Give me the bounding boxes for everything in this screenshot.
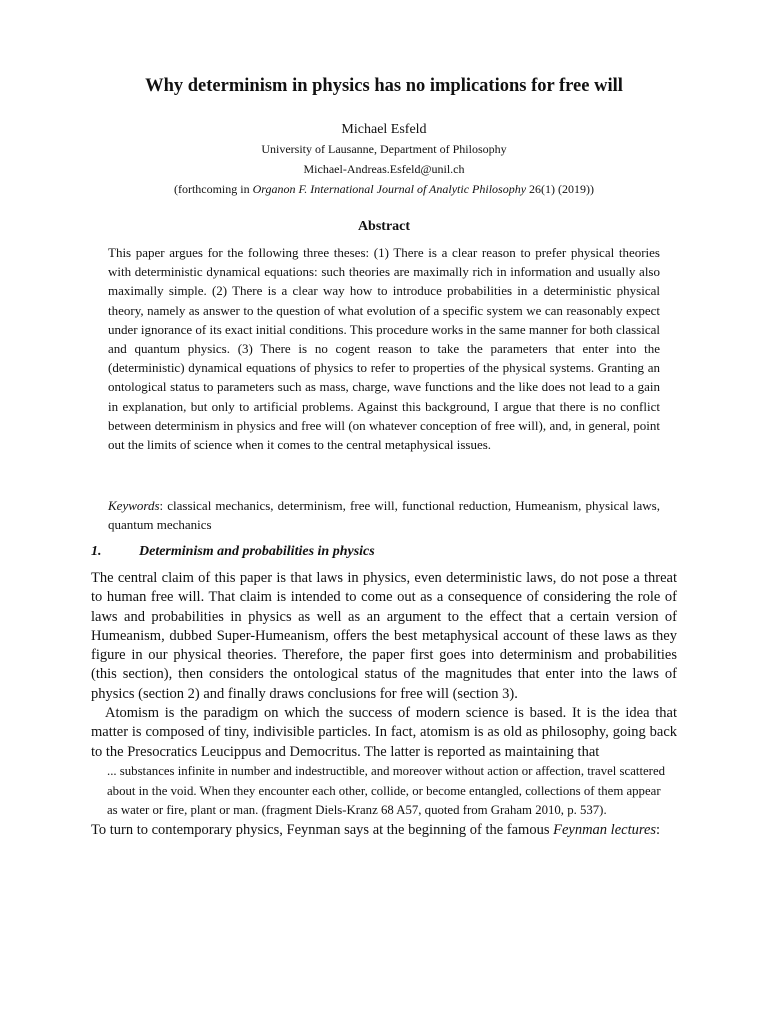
author-affiliation: University of Lausanne, Department of Philosophy [261,142,507,156]
block-quote: ... substances infinite in number and indestructible, and moreover without action or affection, travel scattered about in the void. When they encounter each other, collide, or become entangled, collections of them appear as water or fire, plant or man. (fragment Diels-Kranz 68 A57, quoted from Graham 2010, p. 537). [107,763,666,818]
body-text [91,569,677,840]
keywords [108,496,660,534]
author-block [0,121,768,199]
body-paragraph-1: The central claim of this paper is that laws in physics, even deterministic laws, do not pose a threat to human free will. That claim is intended to come out as a consequence of considering the role of laws and probabilities in physics as well as an argument to the effect that a certain version of Humeanism, dubbed Super-Humeanism, offers the best metaphysical account of these laws as they figure in our physical theories. Therefore, the paper first goes into determinism and probabilities (this section), then considers the ontological status of the magnitudes that enter into the laws of physics (section 2) and finally draws conclusions for free will (section 3). [91,570,677,702]
body-paragraph-3-suffix: : [656,821,661,838]
publication-note-prefix: (forthcoming in [173,182,253,196]
keywords-label: Keywords [108,498,160,513]
author-email: Michael-Andreas.Esfeld@unil.ch [303,162,465,176]
section-title: Determinism and probabilities in physics [139,544,375,559]
feynman-lectures-title: Feynman lectures [553,821,657,838]
keywords-text: : classical mechanics, determinism, free will, functional reduction, Humeanism, physical laws, quantum mechanics [108,498,660,533]
paper-title: Why determinism in physics has no implications for free will [145,76,623,96]
body-paragraph-2: Atomism is the paradigm on which the success of modern science is based. It is the idea that matter is composed of tiny, indivisible particles. In fact, atomism is as old as philosophy, going back to the Presocratics Leucippus and Democritus. The latter is reported as maintaining that [91,705,677,760]
author-name: Michael Esfeld [341,122,427,137]
section-heading [91,544,375,560]
body-paragraph-3-prefix: To turn to contemporary physics, Feynman says at the beginning of the famous [91,821,554,838]
abstract-text: This paper argues for the following three theses: (1) There is a clear reason to prefer physical theories with deterministic dynamical equations: such theories are maximally rich in information and usually also maximally simple. (2) There is a clear way how to introduce probabilities in a deterministic physical theory, namely as answer to the question of what evolution of a specific system we can reasonably expect under ignorance of its exact initial conditions. This procedure works in the same manner for both classical and quantum physics. (3) There is no cogent reason to take the parameters that enter into the (deterministic) dynamical equations of physics to refer to properties of the physical systems. Granting an ontological status to parameters such as mass, charge, wave functions and the like does not lead to a gain in explanation, but only to artificial problems. Against this background, I argue that there is no conflict between determinism in physics and free will (on whatever conception of free will), and, in general, point out the limits of science when it comes to the central metaphysical issues. [108,245,660,453]
abstract-heading: Abstract [357,219,411,234]
section-number: 1. [91,544,102,559]
body-paragraph-3 [91,821,677,840]
journal-name: Organon F. International Journal of Analytic Philosophy [252,182,527,196]
publication-note-suffix: 26(1) (2019)) [526,182,595,196]
publication-note [0,179,768,199]
